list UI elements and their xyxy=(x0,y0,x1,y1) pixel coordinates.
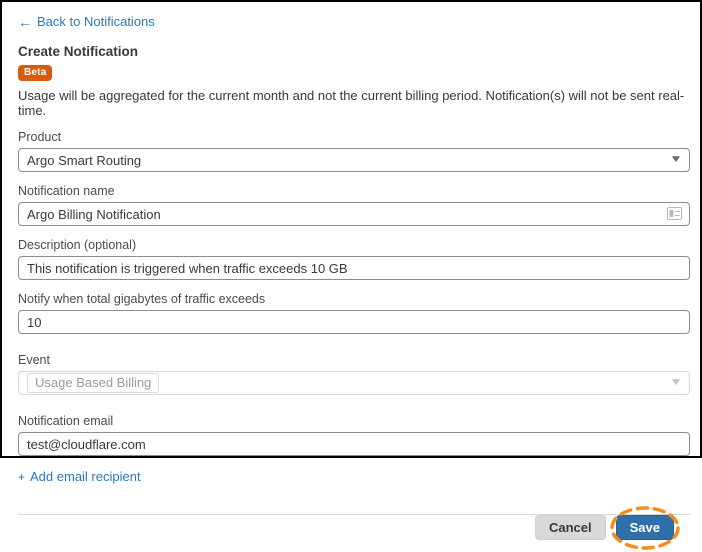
footer-actions xyxy=(18,515,686,552)
back-link-label: Back to Notifications xyxy=(37,14,155,29)
add-email-recipient-label: Add email recipient xyxy=(30,469,141,484)
contact-card-icon[interactable] xyxy=(667,207,682,220)
chevron-down-icon: ▼ xyxy=(669,377,683,388)
event-selected-value: Usage Based Billing xyxy=(27,373,159,393)
page-title: Create Notification xyxy=(18,44,139,59)
chevron-down-icon: ▼ xyxy=(669,154,683,165)
save-button-highlight-wrap xyxy=(616,515,674,540)
plus-icon: + xyxy=(18,469,26,484)
notification-name-label: Notification name xyxy=(18,184,115,198)
notification-email-label: Notification email xyxy=(18,414,114,428)
description-input[interactable] xyxy=(18,256,690,280)
notification-email-field xyxy=(18,414,686,456)
back-to-notifications-link[interactable] xyxy=(18,14,155,29)
event-field xyxy=(18,353,686,395)
beta-badge: Beta xyxy=(18,65,52,81)
notification-name-field xyxy=(18,184,686,226)
add-email-recipient-link[interactable] xyxy=(18,469,141,484)
threshold-field xyxy=(18,292,686,334)
product-field xyxy=(18,130,686,172)
intro-text: Usage will be aggregated for the current month and not the current billing period. Notification(s) will not be sent real-time. xyxy=(18,88,685,118)
description-field xyxy=(18,238,686,280)
event-select xyxy=(18,371,690,395)
product-select[interactable] xyxy=(18,148,690,172)
product-label: Product xyxy=(18,130,62,144)
threshold-input[interactable] xyxy=(18,310,690,334)
threshold-label: Notify when total gigabytes of traffic exceeds xyxy=(18,292,266,306)
description-label: Description (optional) xyxy=(18,238,137,252)
notification-email-input[interactable] xyxy=(18,432,690,456)
cancel-button[interactable]: Cancel xyxy=(535,515,606,540)
product-selected-value: Argo Smart Routing xyxy=(27,152,142,168)
notification-name-input[interactable] xyxy=(18,202,690,226)
save-button[interactable]: Save xyxy=(616,515,674,540)
event-label: Event xyxy=(18,353,50,367)
back-arrow-icon: ← xyxy=(18,13,32,30)
